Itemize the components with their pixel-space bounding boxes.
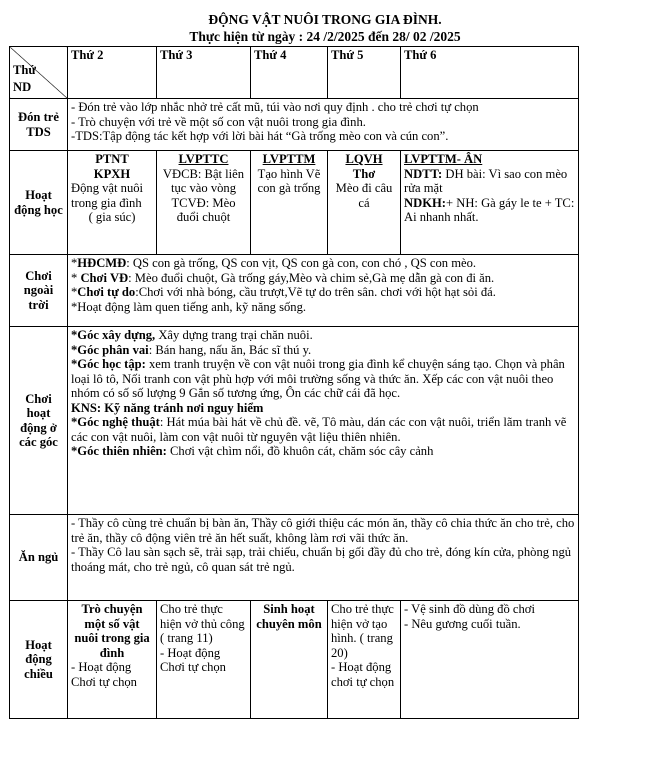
outdoor-item-label: Chơi VĐ bbox=[80, 270, 129, 285]
hoc-fri-extra-text: + NH: Gà gáy le te + TC: Ai nhanh nhất. bbox=[404, 195, 575, 224]
hoc-wed-subject: LVPTTM bbox=[262, 152, 316, 166]
outdoor-item bbox=[71, 271, 575, 286]
outdoor-item-prefix: * bbox=[71, 270, 81, 285]
corner-item-text: : Hát múa bài hát về chủ đề. vẽ, Tô màu, dán các con vật nuôi, triển lãm tranh vẽ các con vật nuôi, làm con vật nuôi từ nguyên vật liệu thiên nhiên. bbox=[71, 415, 567, 444]
corner-item-text: Xây dựng trang trại chăn nuôi. bbox=[155, 328, 313, 342]
chieu-tue-activity: - Hoạt động Chơi tự chọn bbox=[160, 645, 226, 674]
choi-ngoai-troi-content bbox=[68, 255, 579, 327]
hoc-mon-topic: Động vật nuôi trong gia đình bbox=[71, 181, 144, 210]
hoc-fri-extra bbox=[404, 196, 575, 225]
corner-item-kns: KNS: Kỹ năng tránh nơi nguy hiểm bbox=[71, 400, 264, 415]
outdoor-item-label: HĐCMĐ bbox=[77, 256, 127, 270]
chieu-thu-topic: Cho trẻ thực hiện vở tạo hình. ( trang 20) bbox=[331, 602, 394, 660]
hoc-mon-topic-note: ( gia súc) bbox=[88, 210, 136, 224]
corner-item bbox=[71, 357, 575, 401]
hoc-fri-cell bbox=[401, 151, 579, 255]
don-tre-line: - Đón trẻ vào lớp nhắc nhở trẻ cất mũ, túi vào nơi quy định . cho trẻ chơi tự chọn bbox=[71, 100, 479, 114]
don-tre-content bbox=[68, 99, 579, 151]
chieu-tue-topic: Cho trẻ thực hiện vở thủ công ( trang 11) bbox=[160, 602, 245, 645]
corner-top-label: Thứ bbox=[13, 63, 36, 77]
row-label-hoat-dong-hoc: Hoạt động học bbox=[10, 151, 68, 255]
outdoor-item-prefix: * bbox=[71, 285, 78, 299]
hoc-fri-extra-label: NDKH: bbox=[404, 195, 446, 210]
row-choi-goc bbox=[10, 327, 579, 515]
row-choi-ngoai-troi bbox=[10, 255, 579, 327]
chieu-mon-activity: - Hoạt động Chơi tự chọn bbox=[71, 660, 137, 689]
hoc-thu-subject: LQVH bbox=[345, 152, 383, 166]
chieu-mon-cell bbox=[68, 601, 157, 719]
chieu-wed-topic: Sinh hoạt chuyên môn bbox=[256, 602, 322, 631]
chieu-wed-cell bbox=[251, 601, 328, 719]
day-header-tue: Thứ 3 bbox=[157, 47, 251, 99]
hoc-thu-subject-2: Thơ bbox=[352, 166, 376, 181]
header-corner bbox=[10, 47, 68, 99]
corner-item bbox=[71, 444, 575, 459]
corner-bottom-label: ND bbox=[13, 80, 32, 94]
corner-item-label: *Góc học tập: bbox=[71, 357, 146, 371]
row-label-choi-goc: Chơi hoạt động ở các góc bbox=[10, 327, 68, 515]
document-title: ĐỘNG VẬT NUÔI TRONG GIA ĐÌNH. bbox=[208, 12, 442, 27]
row-label-an-ngu: Ăn ngủ bbox=[10, 515, 68, 601]
day-header-wed: Thứ 4 bbox=[251, 47, 328, 99]
chieu-mon-topic: Trò chuyện một số vật nuôi trong gia đình bbox=[74, 602, 150, 660]
outdoor-item: *Hoạt động làm quen tiếng anh, kỹ năng sống. bbox=[71, 299, 307, 314]
an-ngu-line: - Thầy cô cùng trẻ chuẩn bị bàn ăn, Thầy cô giới thiệu các món ăn, thầy cô chia thức ăn cho trẻ, cho trẻ ăn, thầy cô động viên trẻ ăn hết suất, không làm rơi vãi thức ăn. bbox=[71, 516, 575, 545]
hoc-fri-main-label: NDTT: bbox=[404, 166, 443, 181]
chieu-fri-item: - Vệ sinh đồ dùng đồ chơi bbox=[404, 602, 535, 616]
outdoor-item-text: :Chơi với nhà bóng, cầu trượt,Vẽ tự do trên sân. chơi với hột hạt sỏi đá. bbox=[135, 285, 496, 299]
chieu-fri-cell bbox=[401, 601, 579, 719]
hoc-thu-topic: Mèo đi câu cá bbox=[335, 181, 393, 210]
outdoor-item-text: : QS con gà trống, QS con vịt, QS con gà con, con chó , QS con mèo. bbox=[126, 256, 477, 270]
hoc-mon-subject-2: KPXH bbox=[93, 166, 131, 181]
hoc-mon-cell bbox=[68, 151, 157, 255]
hoc-tue-subject: LVPTTC bbox=[178, 152, 229, 166]
chieu-fri-item: - Nêu gương cuối tuần. bbox=[404, 616, 521, 631]
hoc-wed-topic: Tạo hình Vẽ con gà trống bbox=[257, 166, 321, 195]
row-an-ngu bbox=[10, 515, 579, 601]
hoc-fri-subject: LVPTTM- ÂN bbox=[404, 152, 483, 166]
chieu-tue-cell bbox=[157, 601, 251, 719]
corner-item bbox=[71, 415, 575, 444]
corner-item-text: : Bán hang, nấu ăn, Bác sĩ thú y. bbox=[148, 342, 312, 357]
corner-item-label: *Góc thiên nhiên: bbox=[71, 444, 167, 458]
outdoor-item bbox=[71, 256, 575, 271]
outdoor-item-prefix: * bbox=[71, 256, 78, 270]
row-don-tre bbox=[10, 99, 579, 151]
hoc-wed-cell bbox=[251, 151, 328, 255]
choi-goc-content bbox=[68, 327, 579, 515]
corner-item bbox=[71, 343, 575, 358]
corner-item-label: *Góc phân vai bbox=[71, 342, 149, 357]
corner-item-text: Chơi vật chìm nổi, đồ khuôn cát, chăm sóc cây cảnh bbox=[166, 444, 434, 458]
an-ngu-line: - Thầy Cô lau sàn sạch sẽ, trải sạp, trải chiếu, chuẩn bị gối đầy đủ cho trẻ, đóng kín cửa, phòng ngủ thoáng mát, cho trẻ ngủ, cô quan sát trẻ ngủ. bbox=[71, 545, 572, 574]
outdoor-item-text: : Mèo đuổi chuột, Gà trống gáy,Mèo và chim sẻ,Gà mẹ dẫn gà con đi ăn. bbox=[128, 270, 495, 285]
hoc-tue-topic: VĐCB: Bật liên tục vào vòng TCVĐ: Mèo đuổi chuột bbox=[162, 166, 245, 224]
outdoor-item bbox=[71, 285, 575, 300]
corner-item-label: *Góc xây dựng, bbox=[71, 328, 156, 342]
chieu-thu-activity: - Hoạt động chơi tự chọn bbox=[331, 660, 395, 689]
corner-item-label: *Góc nghệ thuật bbox=[71, 415, 160, 429]
corner-item-text: xem tranh truyện về con vật nuôi trong gia đình kể chuyện sáng tạo. Chọn và phân loại lô tô, Nối tranh con vật phù hợp với môi trường sống và thức ăn. Xếp các con vật nuôi theo nhóm có số số lượng 9 Gắn số tương ứng, Ôn các chữ cái đã học. bbox=[71, 357, 565, 400]
chieu-thu-cell bbox=[328, 601, 401, 719]
header-row bbox=[10, 47, 579, 99]
day-header-thu: Thứ 5 bbox=[328, 47, 401, 99]
don-tre-line: - Trò chuyện với trẻ về một số con vật nuôi trong gia đình. bbox=[71, 114, 366, 129]
hoc-thu-cell bbox=[328, 151, 401, 255]
row-hoat-dong-chieu bbox=[10, 601, 579, 719]
day-header-fri: Thứ 6 bbox=[401, 47, 579, 99]
day-header-mon: Thứ 2 bbox=[68, 47, 157, 99]
corner-item bbox=[71, 328, 575, 343]
row-hoat-dong-hoc bbox=[10, 151, 579, 255]
row-label-don-tre: Đón trẻ TDS bbox=[10, 99, 68, 151]
date-range: Thực hiện từ ngày : 24 /2/2025 đến 28/ 02 /2025 bbox=[189, 29, 461, 44]
hoc-fri-main-text: DH bài: Vì sao con mèo rửa mặt bbox=[404, 166, 568, 195]
row-label-choi-ngoai-troi: Chơi ngoài trời bbox=[10, 255, 68, 327]
outdoor-item-label: Chơi tự do bbox=[77, 285, 136, 299]
row-label-hoat-dong-chieu: Hoạt động chiều bbox=[10, 601, 68, 719]
hoc-fri-main bbox=[404, 167, 575, 196]
don-tre-line: -TDS:Tập động tác kết hợp với lời bài hát “Gà trống mèo con và cún con”. bbox=[71, 129, 449, 143]
hoc-mon-subject: PTNT bbox=[95, 152, 129, 166]
weekly-plan-table bbox=[9, 46, 579, 719]
hoc-tue-cell bbox=[157, 151, 251, 255]
an-ngu-content bbox=[68, 515, 579, 601]
